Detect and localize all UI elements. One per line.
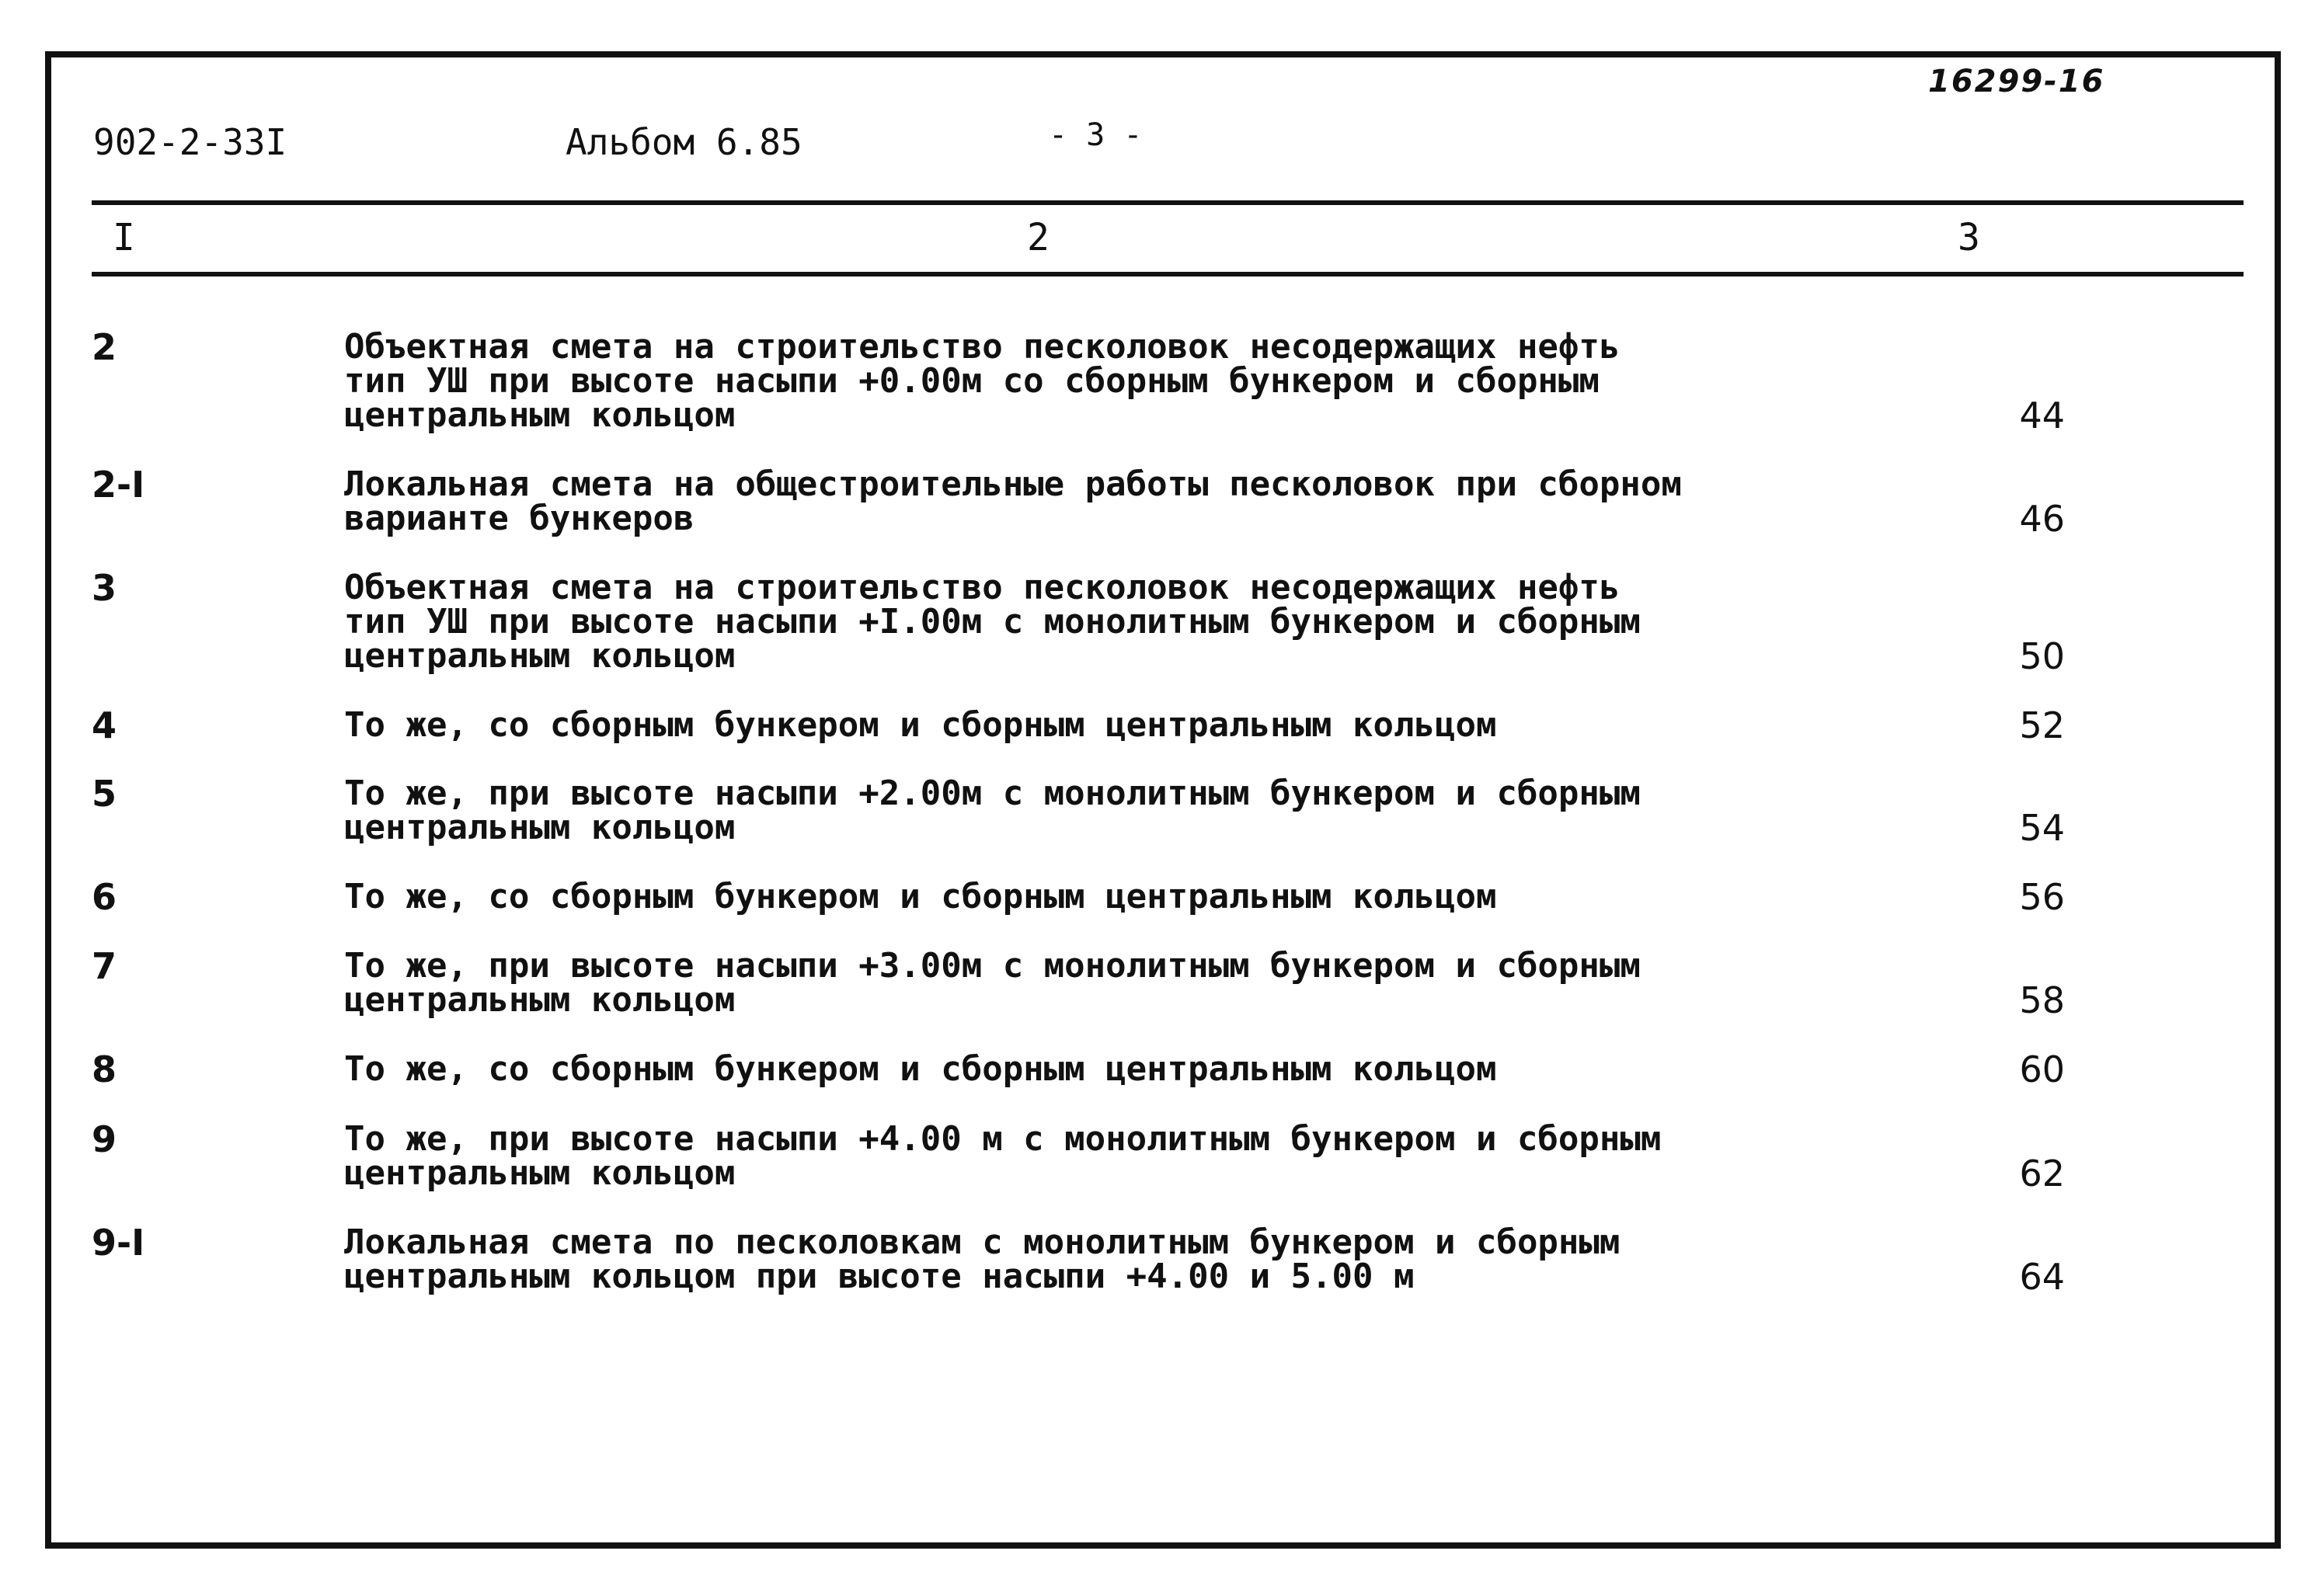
item-number: 2 xyxy=(92,326,117,368)
item-description: То же, со сборным бункером и сборным центральным кольцом xyxy=(344,877,1497,916)
list-item xyxy=(92,464,2065,540)
header-top-rule xyxy=(92,200,2244,205)
item-page: 60 xyxy=(2019,1048,2065,1090)
list-item xyxy=(92,704,2065,746)
list-item xyxy=(92,1048,2065,1090)
item-page: 64 xyxy=(2019,1256,2065,1298)
list-item xyxy=(92,1222,2065,1298)
column-header-3: 3 xyxy=(1958,216,1980,259)
column-header-1: I xyxy=(113,216,135,259)
item-page: 58 xyxy=(2019,979,2065,1021)
item-description: То же, со сборным бункером и сборным центральным кольцом xyxy=(344,1049,1497,1089)
item-description: То же, при высоте насыпи +3.00м с монолитным бункером и сборным центральным кольцом xyxy=(344,946,1641,1020)
item-page: 50 xyxy=(2019,635,2065,677)
item-description: Объектная смета на строительство песколовок несодержащих нефть тип УШ при высоте насыпи +I.00м с монолитным бункером и сборным центральным кольцом xyxy=(344,568,1641,676)
item-number: 5 xyxy=(92,773,117,815)
item-page: 56 xyxy=(2019,876,2065,918)
list-item xyxy=(92,945,2065,1021)
item-description: То же, со сборным бункером и сборным центральным кольцом xyxy=(344,705,1497,745)
item-number: 7 xyxy=(92,945,117,987)
item-number: 9 xyxy=(92,1118,117,1160)
item-page: 54 xyxy=(2019,807,2065,849)
list-item xyxy=(92,326,2065,436)
item-page: 62 xyxy=(2019,1153,2065,1194)
item-number: 6 xyxy=(92,876,117,918)
header-bottom-rule xyxy=(92,272,2244,276)
item-number: 4 xyxy=(92,704,117,746)
item-number: 2-I xyxy=(92,464,145,506)
page-number-mark: - 3 - xyxy=(1049,117,1143,153)
list-item xyxy=(92,773,2065,849)
item-description: То же, при высоте насыпи +2.00м с монолитным бункером и сборным центральным кольцом xyxy=(344,774,1641,847)
item-number: 3 xyxy=(92,567,117,609)
item-description: Локальная смета по песколовкам с монолитным бункером и сборным центральным кольцом при высоте насыпи +4.00 и 5.00 м xyxy=(344,1222,1621,1296)
item-page: 46 xyxy=(2019,498,2065,540)
item-page: 44 xyxy=(2019,395,2065,436)
item-description: Локальная смета на общестроительные работы песколовок при сборном варианте бункеров xyxy=(344,464,1682,538)
list-item xyxy=(92,1118,2065,1194)
album-label: Альбом 6.85 xyxy=(566,121,802,163)
list-item xyxy=(92,567,2065,677)
list-item xyxy=(92,876,2065,918)
item-description: То же, при высоте насыпи +4.00 м с монолитным бункером и сборным центральным кольцом xyxy=(344,1119,1662,1193)
document-code: 902-2-33I xyxy=(93,121,287,163)
column-header-2: 2 xyxy=(1027,216,1050,259)
item-number: 8 xyxy=(92,1048,117,1090)
item-description: Объектная смета на строительство песколовок несодержащих нефть тип УШ при высоте насыпи +0.00м со сборным бункером и сборным центральным кольцом xyxy=(344,327,1621,435)
item-page: 52 xyxy=(2019,704,2065,746)
item-number: 9-I xyxy=(92,1222,145,1264)
handwritten-number: 16299-16 xyxy=(1928,64,2105,99)
